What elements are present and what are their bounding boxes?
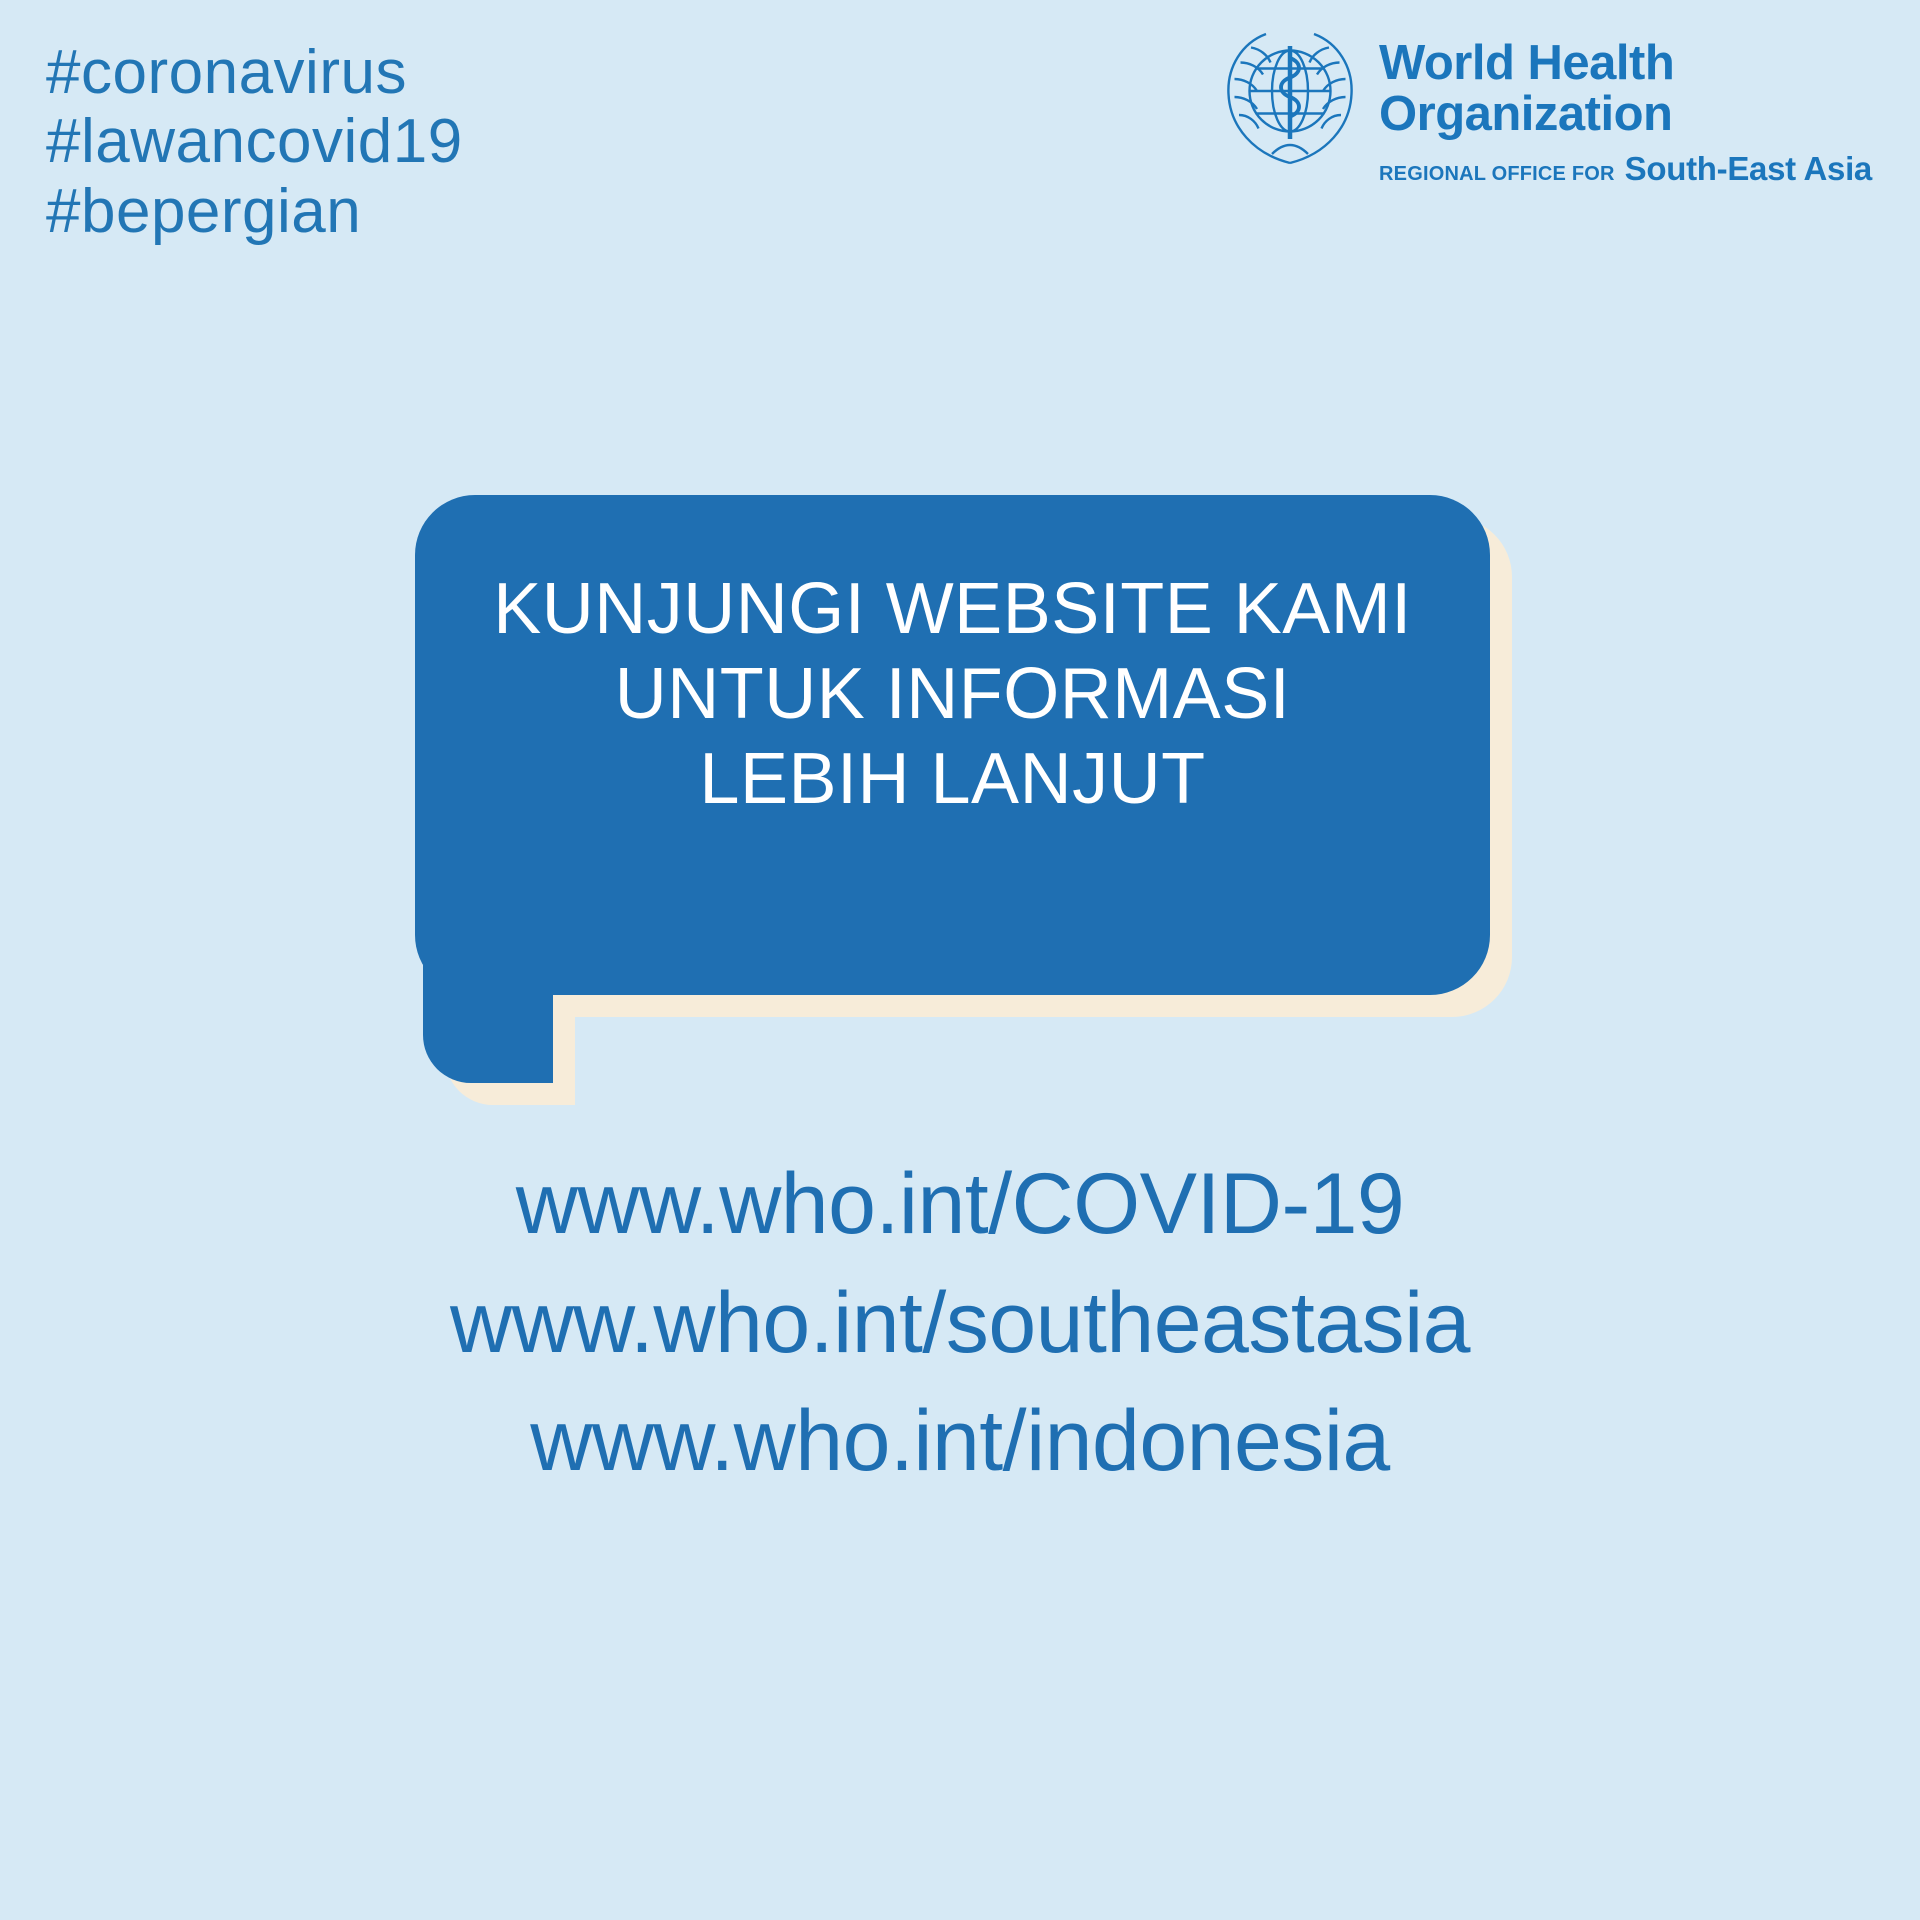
callout-bubble [415,495,1520,1030]
who-emblem-icon [1215,22,1365,172]
regional-office-label: REGIONAL OFFICE FOR [1379,162,1615,185]
region-name: South-East Asia [1624,149,1872,187]
hashtag-bepergian: #bepergian [46,176,362,246]
bubble-text [415,495,1490,822]
url-who-covid19[interactable]: www.who.int/COVID-19 [515,1156,1405,1252]
hashtag-block [46,38,463,246]
url-who-southeastasia[interactable]: www.who.int/southeastasia [449,1274,1471,1371]
bubble-line-1: KUNJUNGI WEBSITE KAMI [493,569,1412,649]
who-name-line1: World Health [1379,36,1675,90]
hashtag-coronavirus: #coronavirus [46,38,407,107]
bubble-body [415,495,1490,995]
url-list [0,1145,1920,1501]
bubble-line-2: UNTUK INFORMASI [614,653,1291,734]
bubble-line-3: LEBIH LANJUT [699,738,1206,819]
who-logo [1215,22,1872,188]
url-who-indonesia[interactable]: www.who.int/indonesia [530,1393,1390,1490]
who-name-line2: Organization [1379,86,1673,141]
hashtag-lawancovid19: #lawancovid19 [46,107,463,177]
who-region-lockup [1379,150,1872,188]
who-logo-text [1379,22,1872,188]
